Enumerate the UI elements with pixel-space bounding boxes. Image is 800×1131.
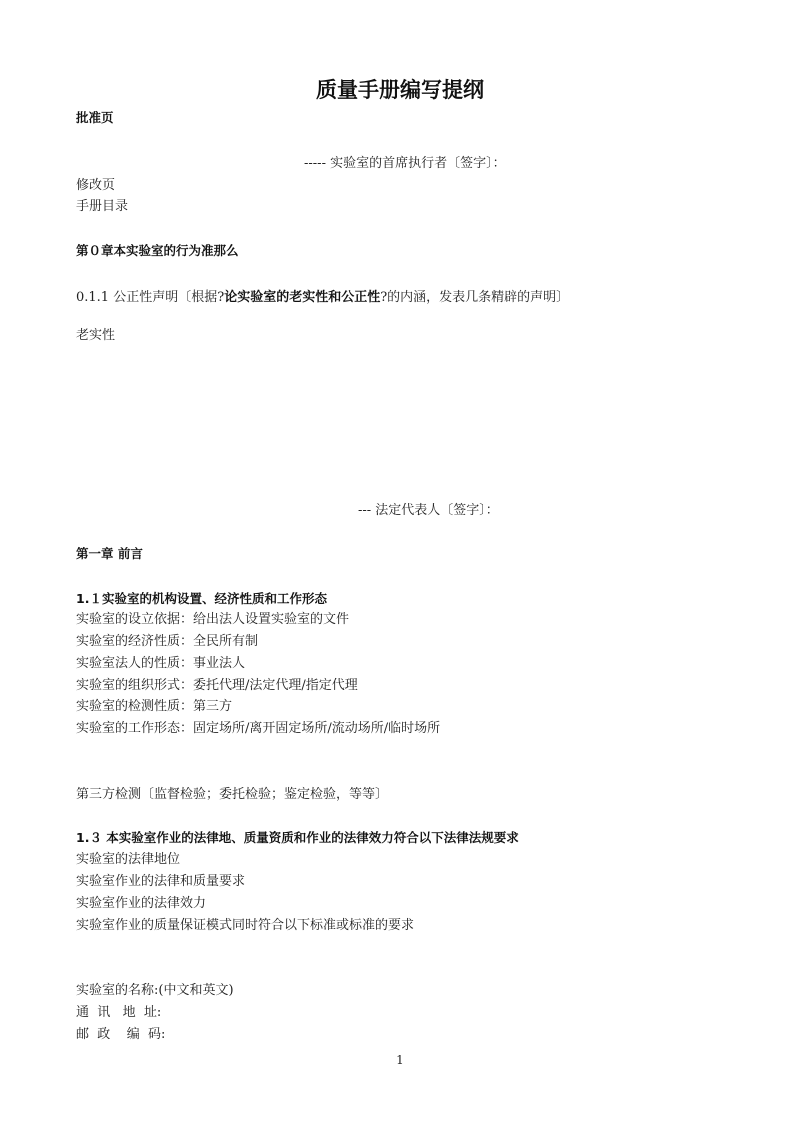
chapter0-heading: 第０章本实验室的行为准那么: [76, 243, 239, 258]
lab-address-field: 通 讯 地 址:: [76, 1005, 162, 1020]
impartiality-statement: [76, 289, 569, 307]
section-1-1-heading: 1.１实验室的机构设置、经济性质和工作形态: [76, 591, 327, 606]
page-number: 1: [396, 1053, 404, 1067]
section-1-3-line: 实验室作业的法律效力: [76, 896, 207, 911]
section-1-3-heading: 1.３ 本实验室作业的法律地、质量资质和作业的法律效力符合以下法律法规要求: [76, 830, 519, 845]
document-title: 质量手册编写提纲: [316, 78, 484, 102]
impartiality-suffix: ?的内涵，发表几条精辟的声明〕: [380, 290, 570, 305]
section-1-1-line: 实验室的检测性质：第三方: [76, 699, 233, 714]
section-1-1-line: 实验室的设立依据：给出法人设置实验室的文件: [76, 612, 350, 627]
section-1-3-line: 实验室的法律地位: [76, 852, 181, 867]
section-1-1-line: 实验室的经济性质：全民所有制: [76, 634, 259, 649]
revision-page-label: 修改页: [76, 178, 116, 193]
section-1-1-line: 实验室的工作形态：固定场所/离开固定场所/流动场所/临时场所: [76, 721, 441, 736]
approval-page-heading: 批准页: [76, 110, 114, 125]
section-1-3-line: 实验室作业的质量保证模式同时符合以下标准或标准的要求: [76, 918, 415, 933]
impartiality-bold: 论实验室的老实性和公正性: [224, 290, 381, 305]
section-1-3-line: 实验室作业的法律和质量要求: [76, 874, 246, 889]
lab-name-field: 实验室的名称:(中文和英文): [76, 983, 234, 998]
impartiality-prefix: 0.1.1 公正性声明〔根据?: [76, 290, 225, 305]
third-party-testing: 第三方检测〔监督检验；委托检验；鉴定检验，等等〕: [76, 787, 389, 802]
chief-signature-line: ----- 实验室的首席执行者〔签字〕：: [304, 156, 506, 171]
section-1-1-line: 实验室法人的性质：事业法人: [76, 656, 246, 671]
legal-rep-signature-line: --- 法定代表人〔签字〕：: [358, 503, 499, 518]
honesty-label: 老实性: [76, 328, 116, 343]
manual-contents-label: 手册目录: [76, 199, 129, 214]
chapter1-heading: 第一章 前言: [76, 546, 143, 561]
section-1-1-line: 实验室的组织形式：委托代理/法定代理/指定代理: [76, 678, 358, 693]
lab-postcode-field: 邮 政 编 码:: [76, 1027, 166, 1042]
